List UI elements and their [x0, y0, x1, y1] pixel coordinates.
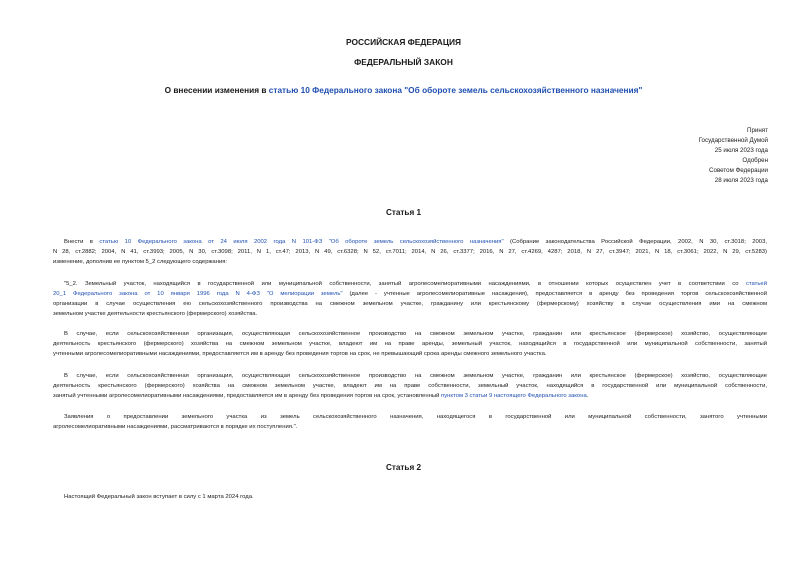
text-segment: (Собрание законодательства Российской Федерации, 2002, N 30, ст.3018; 2003, — [503, 239, 767, 245]
paragraph-line: В случае, если сельскохозяйственная организация, осуществляющая сельскохозяйственное производство на смежном земельном участке, гражданин или крестьянское (фермерское) хозяйство, осуществляющие — [64, 373, 767, 379]
article-1-title: Статья 1 — [385, 208, 422, 217]
article-1-paragraph-5 — [53, 412, 767, 432]
article-1-paragraph-3 — [53, 329, 767, 359]
article-20-1-link-start[interactable]: статьей — [745, 281, 767, 287]
paragraph-line — [53, 391, 767, 401]
article-1-paragraph-4 — [53, 371, 767, 401]
article-9-point-3-link[interactable]: пунктом 3 статьи 9 настоящего Федерального закона — [441, 393, 587, 400]
paragraph-line: агролесомелиоративными насаждениями, рассматриваются в порядке их поступления.". — [53, 424, 298, 431]
doc-type-heading: ФЕДЕРАЛЬНЫЙ ЗАКОН — [354, 57, 453, 67]
paragraph-line — [53, 237, 767, 247]
paragraph-line: Настоящий Федеральный закон вступает в силу с 1 марта 2024 года. — [64, 494, 254, 500]
paragraph-line: учтенными агролесомелиоративными насаждениями, предоставляется им в аренду без проведения торгов на срок, не превышающий срока аренды смежного земельного участка. — [53, 351, 547, 358]
text-segment: . — [586, 393, 589, 400]
adopted-by: Государственной Думой — [698, 137, 768, 145]
paragraph-line: деятельность крестьянского (фермерского) хозяйства на смежном земельном участке, владеют им на праве собственности, земельный участок, находящийся в государственной или муниципальной собственности, — [53, 383, 767, 390]
adopted-label: Принят — [747, 127, 768, 134]
paragraph-line: В случае, если сельскохозяйственная организация, осуществляющая сельскохозяйственное производство на смежном земельном участке, гражданин или крестьянское (фермерское) хозяйство, осуществляющие — [64, 331, 767, 337]
approved-date: 28 июля 2023 года — [714, 177, 768, 185]
paragraph-line: деятельность крестьянского (фермерского) хозяйства на смежном земельном участке, владеют им на праве аренды, земельный участок, находящийся в государственной или муниципальной собственности, занятый — [53, 341, 767, 348]
article-2-paragraph-1 — [53, 492, 767, 502]
article-1-paragraph-2 — [53, 279, 767, 319]
text-segment: (далее - учтенные агролесомелиоративные насаждения), предоставляется в аренду без проведения торгов сельскохозяйственной — [342, 291, 767, 298]
law-title — [0, 85, 807, 95]
law-101-fz-link[interactable]: статью 10 Федерального закона от 24 июля 2002 года N 101-ФЗ "Об обороте земель сельскохозяйственного назначения" — [99, 239, 504, 245]
text-segment: "5_2. Земельный участок, находящийся в государственной или муниципальной собственности, занятый агролесомелиоративными насаждениями, в отношении которых осуществлен учет в соответствии со — [64, 281, 746, 287]
paragraph-line: организации в случае осуществления ею сельскохозяйственного производства на смежном земельном участке, гражданину или крестьянскому (фермерскому) хозяйству в случае осуществления ими на смежном — [53, 301, 767, 308]
text-segment: занятый учтенными агролесомелиоративными насаждениями, предоставляется им в аренду без проведения торгов на срок, установленный — [53, 393, 442, 400]
paragraph-line: изменение, дополнив ее пунктом 5_2 следующего содержания: — [53, 259, 228, 266]
paragraph-line — [53, 289, 767, 299]
law-title-link[interactable]: статью 10 Федерального закона "Об обороте земель сельскохозяйственного назначения" — [268, 85, 643, 95]
paragraph-line: Заявления о предоставлении земельного участка из земель сельскохозяйственного назначения, находящегося в государственной или муниципальной собственности, занятого учтенными — [64, 414, 767, 420]
article-2-title: Статья 2 — [385, 463, 422, 472]
country-heading: РОССИЙСКАЯ ФЕДЕРАЦИЯ — [345, 37, 462, 47]
adoption-block — [699, 126, 768, 187]
text-segment: Внести в — [64, 239, 100, 245]
paragraph-line: N 28, ст.2882; 2004, N 41, ст.3993; 2005, N 30, ст.3098; 2011, N 1, ст.47; 2013, N 49, ст.6328; N 52, ст.7011; 2014, N 26, ст.3377; 2016, N 27, ст.4269, 4287; 2018, N 27, ст.3947; 2021, N 18, ст.3061; 2022, N 29, ст.5283) — [53, 249, 767, 256]
approved-by: Советом Федерации — [709, 167, 768, 175]
approved-label: Одобрен — [742, 157, 768, 165]
law-4-fz-link[interactable]: 20_1 Федерального закона от 10 января 1996 года N 4-ФЗ "О мелиорации земель" — [53, 291, 343, 298]
law-title-prefix: О внесении изменения в — [164, 85, 269, 95]
paragraph-line — [53, 279, 767, 289]
adopted-date: 25 июля 2023 года — [714, 147, 768, 155]
article-1-paragraph-1 — [53, 237, 767, 267]
paragraph-line: земельном участке деятельности крестьянского (фермерского) хозяйства. — [53, 311, 258, 318]
